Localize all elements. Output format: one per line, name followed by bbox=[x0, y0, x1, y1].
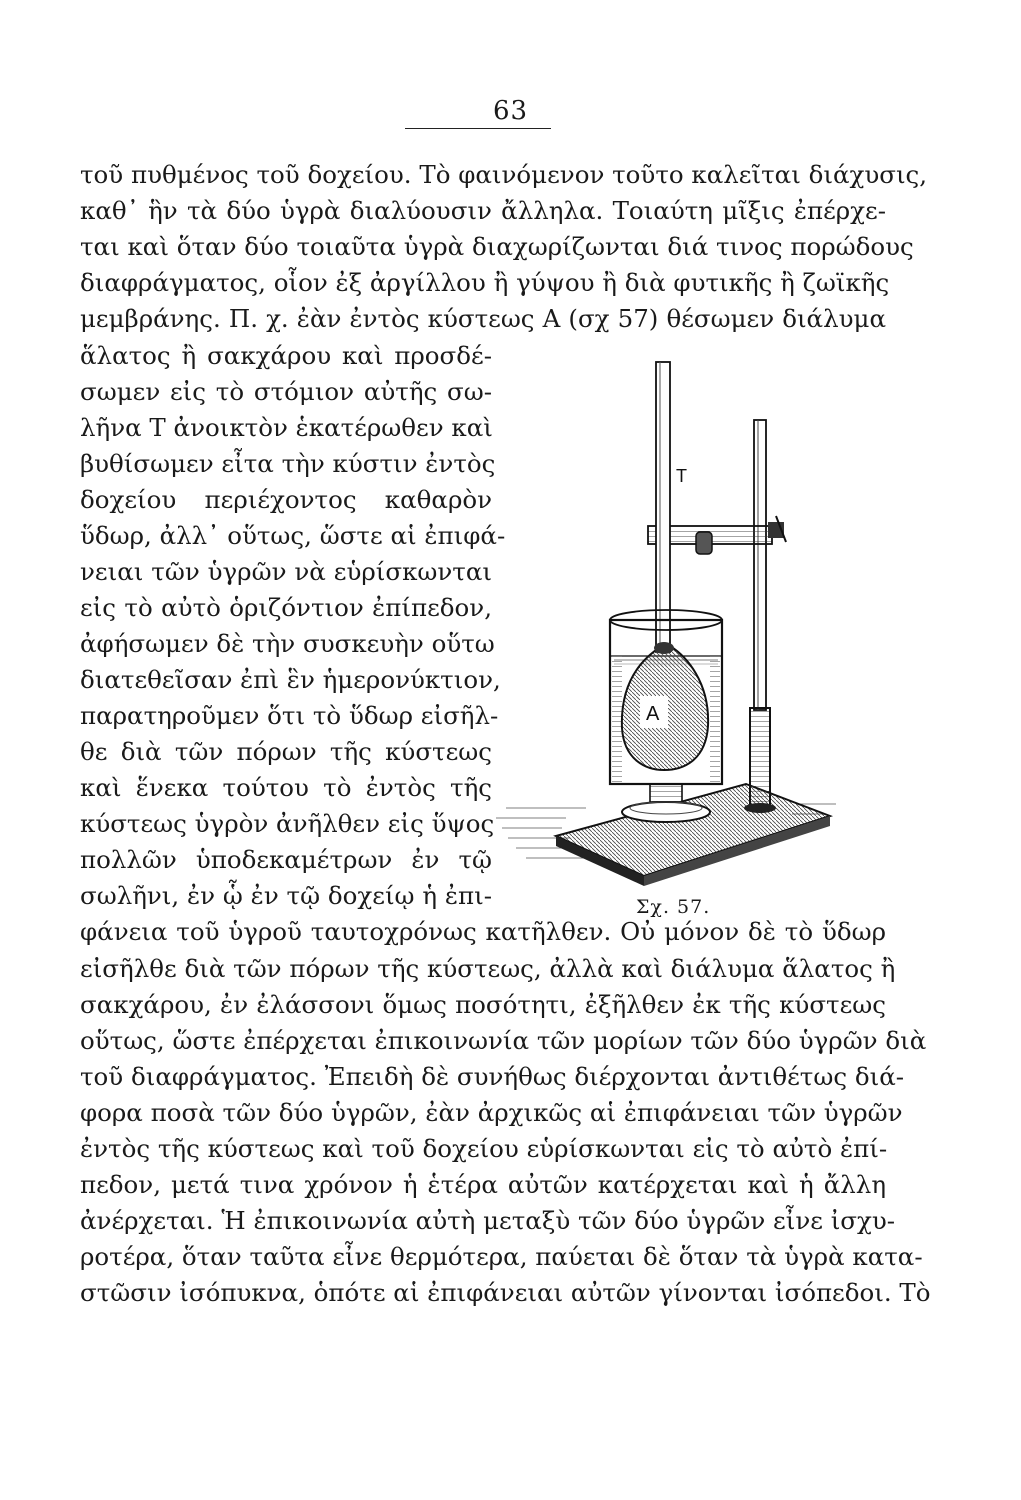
text-line: εἰσῆλθε διὰ τῶν πόρων τῆς κύστεως, ἀλλὰ καὶ διάλυμα ἅλατος ἢ bbox=[80, 954, 896, 983]
text-line: κύστεως ὑγρὸν ἀνῆλθεν εἰς ὕψος bbox=[80, 809, 495, 838]
page-number: 63 bbox=[492, 96, 529, 126]
text-line: φορα ποσὰ τῶν δύο ὑγρῶν, ἐὰν ἀρχικῶς αἱ ἐπιφάνειαι τῶν ὑγρῶν bbox=[80, 1098, 903, 1127]
base-board bbox=[556, 784, 830, 886]
page-number-rule bbox=[405, 128, 551, 129]
text-line: τοῦ διαφράγματος. Ἐπειδὴ δὲ συνήθως διέρχονται ἀντιθέτως διά- bbox=[80, 1062, 905, 1091]
text-line: παρατηροῦμεν ὅτι τὸ ὕδωρ εἰσῆλ- bbox=[80, 701, 499, 730]
text-line: σωμεν εἰς τὸ στόμιον αὐτῆς σω- bbox=[80, 377, 492, 406]
text-line: βυθίσωμεν εἶτα τὴν κύστιν ἐντὸς bbox=[80, 449, 496, 478]
text-line: δοχείου περιέχοντος καθαρὸν bbox=[80, 485, 492, 514]
text-line: οὕτως, ὥστε ἐπέρχεται ἐπικοινωνία τῶν μορίων τῶν δύο ὑγρῶν διὰ bbox=[80, 1026, 927, 1055]
text-line: ται καὶ ὅταν δύο τοιαῦτα ὑγρὰ διαχωρίζωνται διά τινος πορώδους bbox=[80, 232, 914, 261]
text-line: νειαι τῶν ὑγρῶν νὰ εὑρίσκωνται bbox=[80, 557, 492, 586]
text-line: τοῦ πυθμένος τοῦ δοχείου. Τὸ φαινόμενον τοῦτο καλεῖται διάχυσις, bbox=[80, 160, 928, 189]
text-line: ὕδωρ, ἀλλ᾽ οὕτως, ὥστε αἱ ἐπιφά- bbox=[80, 521, 506, 550]
text-line: πεδον, μετά τινα χρόνον ἡ ἑτέρα αὐτῶν κατέρχεται καὶ ἡ ἄλλη bbox=[80, 1170, 886, 1199]
tube-T bbox=[656, 362, 687, 652]
tube-label: T bbox=[676, 466, 687, 486]
text-line: πολλῶν ὑποδεκαμέτρων ἐν τῷ bbox=[80, 845, 492, 874]
figure-caption: Σχ. 57. bbox=[636, 896, 711, 918]
stand-rod bbox=[744, 420, 776, 813]
text-line: ἐντὸς τῆς κύστεως καὶ τοῦ δοχείου εὑρίσκωνται εἰς τὸ αὐτὸ ἐπί- bbox=[80, 1134, 888, 1163]
text-line: καθ᾽ ἣν τὰ δύο ὑγρὰ διαλύουσιν ἄλληλα. Τοιαύτη μῖξις ἐπέρχε- bbox=[80, 196, 886, 225]
text-line: καὶ ἕνεκα τούτου τὸ ἐντὸς τῆς bbox=[80, 773, 492, 802]
text-line: ἅλατος ἢ σακχάρου καὶ προσδέ- bbox=[80, 341, 492, 370]
text-line: διαφράγματος, οἷον ἐξ ἀργίλλου ἢ γύψου ἢ διὰ φυτικῆς ἢ ζωϊκῆς bbox=[80, 268, 890, 297]
text-line: ἀνέρχεται. Ἡ ἐπικοινωνία αὐτὴ μεταξὺ τῶν δύο ὑγρῶν εἶνε ἰσχυ- bbox=[80, 1206, 896, 1235]
text-line: στῶσιν ἰσόπυκνα, ὁπότε αἱ ἐπιφάνειαι αὐτῶν γίνονται ἰσόπεδοι. Τὸ bbox=[80, 1278, 931, 1307]
text-line: εἰς τὸ αὐτὸ ὁριζόντιον ἐπίπεδον, bbox=[80, 593, 492, 622]
bladder-A bbox=[622, 642, 708, 770]
bladder-label: A bbox=[646, 703, 660, 725]
text-line: διατεθεῖσαν ἐπὶ ἓν ἡμερονύκτιον, bbox=[80, 665, 501, 694]
figure-osmosis-apparatus bbox=[496, 356, 896, 908]
text-line: σακχάρου, ἐν ἐλάσσονι ὅμως ποσότητι, ἐξῆλθεν ἐκ τῆς κύστεως bbox=[80, 990, 886, 1019]
text-line: μεμβράνης. Π. χ. ἐὰν ἐντὸς κύστεως Α (σχ 57) θέσωμεν διάλυμα bbox=[80, 304, 886, 333]
text-line: θε διὰ τῶν πόρων τῆς κύστεως bbox=[80, 737, 492, 766]
text-line: ροτέρα, ὅταν ταῦτα εἶνε θερμότερα, παύεται δὲ ὅταν τὰ ὑγρὰ κατα- bbox=[80, 1242, 923, 1271]
text-line: σωλῆνι, ἐν ᾧ ἐν τῷ δοχείῳ ἡ ἐπι- bbox=[80, 881, 492, 910]
text-line: ἀφήσωμεν δὲ τὴν συσκευὴν οὕτω bbox=[80, 629, 495, 658]
text-line: φάνεια τοῦ ὑγροῦ ταυτοχρόνως κατῆλθεν. Οὐ μόνον δὲ τὸ ὕδωρ bbox=[80, 917, 886, 946]
text-line: λῆνα Τ ἀνοικτὸν ἑκατέρωθεν καὶ bbox=[80, 413, 493, 442]
